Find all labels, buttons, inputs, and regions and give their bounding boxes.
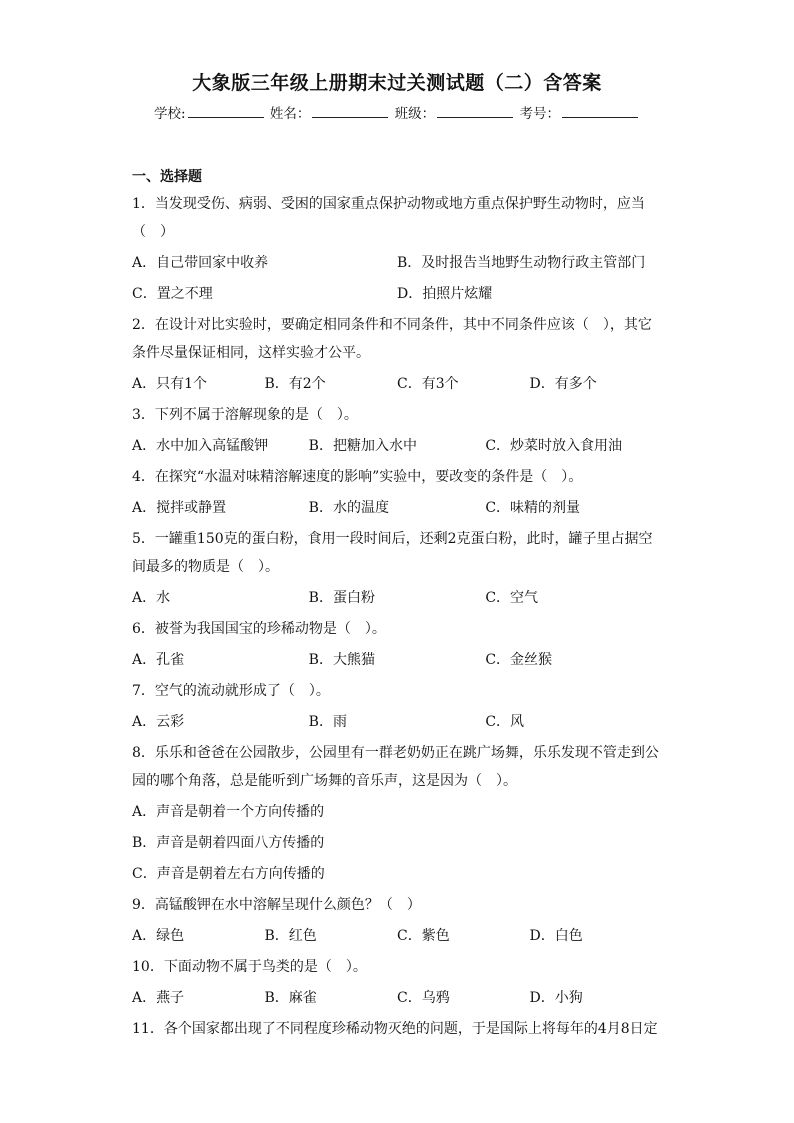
answer-option[interactable]: B．把糖加入水中 <box>308 438 417 454</box>
answer-option[interactable]: D．白色 <box>529 928 583 944</box>
answer-option[interactable]: B．红色 <box>264 928 317 944</box>
answer-option[interactable]: B．水的温度 <box>308 500 389 516</box>
answer-option[interactable]: D．有多个 <box>529 376 597 392</box>
answer-option[interactable]: B．蛋白粉 <box>308 590 375 606</box>
answer-option[interactable]: C．有3个 <box>397 376 459 392</box>
option-row <box>132 922 662 950</box>
school-label: 学校: <box>154 106 186 122</box>
answer-option[interactable]: B．大熊猫 <box>308 652 375 668</box>
school-field[interactable] <box>188 105 264 118</box>
answer-option[interactable]: C．炒菜时放入食用油 <box>485 438 623 454</box>
name-label: 姓名： <box>269 106 311 122</box>
question-text: 7．空气的流动就形成了（ ）。 <box>132 683 330 699</box>
name-field[interactable] <box>312 105 388 118</box>
student-info-line <box>0 102 794 122</box>
option-row <box>132 494 662 522</box>
answer-option[interactable]: A．自己带回家中收养 <box>132 255 269 271</box>
question-text: 4．在探究“水温对味精溶解速度的影响”实验中，要改变的条件是（ ）。 <box>132 469 583 485</box>
question-text: 1．当发现受伤、病弱、受困的国家重点保护动物或地方重点保护野生动物时，应当（ ） <box>132 196 645 240</box>
answer-option[interactable]: C．乌鸦 <box>397 990 450 1006</box>
question-text: 9．高锰酸钾在水中溶解呈现什么颜色？（ ） <box>132 897 421 913</box>
class-field[interactable] <box>437 105 513 118</box>
question-text: 6．被誉为我国国宝的珍稀动物是（ ）。 <box>132 621 386 637</box>
option-row <box>132 370 662 398</box>
option-row <box>132 646 662 674</box>
answer-option[interactable]: C．空气 <box>485 590 539 606</box>
answer-option[interactable]: A．云彩 <box>132 714 185 730</box>
question-text: 8．乐乐和爸爸在公园散步，公园里有一群老奶奶正在跳广场舞，乐乐发现不管走到公园的哪个角落，总是能听到广场舞的音乐声，这是因为（ ）。 <box>132 745 659 789</box>
answer-option[interactable]: B．声音是朝着四面八方传播的 <box>132 835 325 851</box>
class-label: 班级： <box>394 106 436 122</box>
number-field[interactable] <box>562 105 638 118</box>
page-title: 大象版三年级上册期末过关测试题（二）含答案 <box>192 72 602 94</box>
answer-option[interactable]: B．有2个 <box>264 376 326 392</box>
answer-option[interactable]: A．声音是朝着一个方向传播的 <box>132 804 325 820</box>
question-text: 3．下列不属于溶解现象的是（ ）。 <box>132 407 358 423</box>
section-title: 一、选择题 <box>132 169 202 185</box>
answer-option[interactable]: A．绿色 <box>132 928 185 944</box>
answer-option[interactable]: C．声音是朝着左右方向传播的 <box>132 866 325 882</box>
answer-option[interactable]: C．金丝猴 <box>485 652 553 668</box>
question-list <box>132 190 662 1046</box>
answer-option[interactable]: B．雨 <box>308 714 347 730</box>
answer-option[interactable]: C．置之不理 <box>132 286 213 302</box>
number-label: 考号： <box>519 106 560 122</box>
option-row <box>132 249 662 277</box>
answer-option[interactable]: A．搅拌或静置 <box>132 500 227 516</box>
answer-option[interactable]: A．只有1个 <box>132 376 208 392</box>
question-text: 5．一罐重150克的蛋白粉，食用一段时间后，还剩2克蛋白粉，此时，罐子里占据空间最多的物质是（ ）。 <box>132 531 653 575</box>
option-row <box>132 432 662 460</box>
answer-option[interactable]: A．水中加入高锰酸钾 <box>132 438 269 454</box>
answer-option[interactable]: A．孔雀 <box>132 652 185 668</box>
question-text: 10．下面动物不属于鸟类的是（ ）。 <box>132 959 367 975</box>
answer-option[interactable]: A．水 <box>132 590 171 606</box>
option-row <box>132 708 662 736</box>
answer-option[interactable]: C．紫色 <box>397 928 450 944</box>
answer-option[interactable]: C．风 <box>485 714 525 730</box>
answer-option[interactable]: D．拍照片炫耀 <box>397 286 493 302</box>
option-row <box>132 984 662 1012</box>
question-text: 2．在设计对比实验时，要确定相同条件和不同条件，其中不同条件应该（ ），其它条件尽量保证相同，这样实验才公平。 <box>132 317 652 361</box>
answer-option[interactable]: B．及时报告当地野生动物行政主管部门 <box>397 255 646 271</box>
answer-option[interactable]: A．燕子 <box>132 990 185 1006</box>
option-row <box>132 584 662 612</box>
answer-option[interactable]: C．味精的剂量 <box>485 500 581 516</box>
answer-option[interactable]: B．麻雀 <box>264 990 317 1006</box>
option-row <box>132 280 662 308</box>
question-text: 11．各个国家都出现了不同程度珍稀动物灭绝的问题，于是国际上将每年的4月8日定 <box>132 1021 658 1037</box>
answer-option[interactable]: D．小狗 <box>529 990 583 1006</box>
